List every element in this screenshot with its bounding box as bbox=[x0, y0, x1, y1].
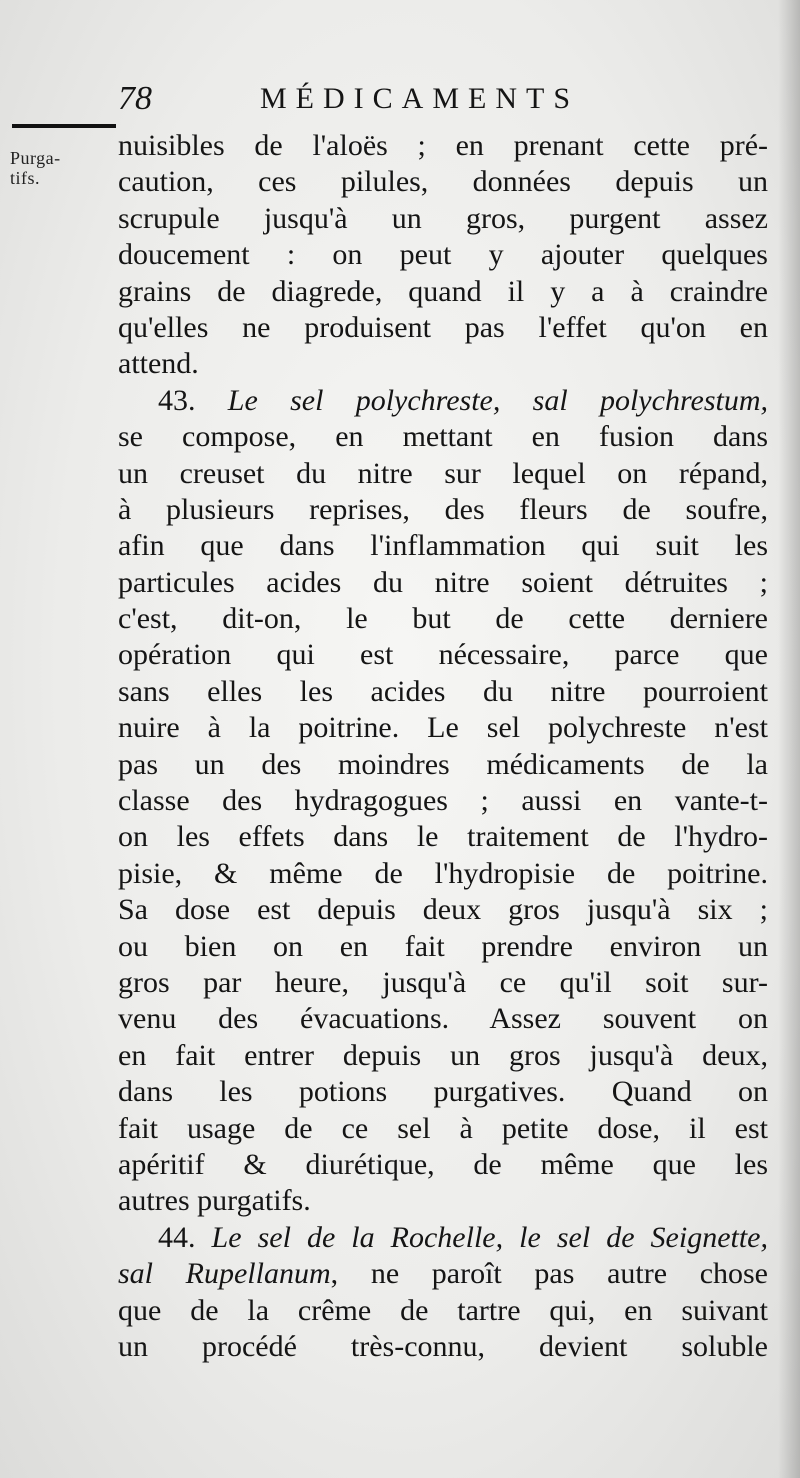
text-line: pisie, & même de l'hydropisie de poitrine. bbox=[118, 856, 768, 890]
margin-note-line: tifs. bbox=[10, 168, 41, 188]
page-header bbox=[118, 80, 768, 120]
text-line: en fait entrer depuis un gros jusqu'à deux, bbox=[118, 1038, 768, 1072]
text-line: venu des évacuations. Assez souvent on bbox=[118, 1002, 768, 1036]
paragraph-number: 43. bbox=[158, 383, 228, 417]
text-line: on les effets dans le traitement de l'hydro- bbox=[118, 820, 768, 854]
body-text bbox=[118, 128, 768, 1365]
text-line: un procédé très-connu, devient soluble bbox=[118, 1329, 768, 1363]
text-line: c'est, dit-on, le but de cette derniere bbox=[118, 602, 768, 636]
text-line: fait usage de ce sel à petite dose, il est bbox=[118, 1111, 768, 1145]
text-segment: , ne paroît pas autre chose bbox=[330, 1257, 768, 1291]
italic-term: sal Rupellanum bbox=[118, 1257, 331, 1291]
text-line: Sa dose est depuis deux gros jusqu'à six ; bbox=[118, 893, 768, 927]
text-line: particules acides du nitre soient détruites ; bbox=[118, 565, 768, 599]
text-line: opération qui est nécessaire, parce que bbox=[118, 638, 768, 672]
margin-rule bbox=[12, 124, 116, 128]
italic-term: Le sel de la Rochelle, le sel de Seignette, bbox=[211, 1220, 768, 1254]
text-line: sans elles les acides du nitre pourroient bbox=[118, 674, 768, 708]
text-line: se compose, en mettant en fusion dans bbox=[118, 420, 768, 454]
paragraph-43-start bbox=[118, 383, 768, 419]
margin-note-line: Purga- bbox=[10, 148, 61, 168]
text-line: attend. bbox=[118, 347, 199, 381]
text-line: nuisibles de l'aloës ; en prenant cette pré- bbox=[118, 129, 768, 162]
running-title: MÉDICAMENTS bbox=[260, 82, 580, 115]
text-line: un creuset du nitre sur lequel on répand, bbox=[118, 456, 768, 490]
text-line: scrupule jusqu'à un gros, purgent assez bbox=[118, 201, 768, 235]
page-number: 78 bbox=[118, 80, 152, 117]
text-line: gros par heure, jusqu'à ce qu'il soit sur- bbox=[118, 965, 768, 999]
page-edge-shadow bbox=[778, 0, 800, 1478]
text-line: pas un des moindres médicaments de la bbox=[118, 747, 768, 781]
text-line: qu'elles ne produisent pas l'effet qu'on en bbox=[118, 310, 768, 344]
text-line: afin que dans l'inflammation qui suit les bbox=[118, 529, 768, 563]
text-line: que de la crême de tartre qui, en suivant bbox=[118, 1293, 768, 1327]
paragraph-number: 44. bbox=[158, 1220, 212, 1254]
text-line: dans les potions purgatives. Quand on bbox=[118, 1075, 768, 1109]
text-line: doucement : on peut y ajouter quelques bbox=[118, 238, 768, 272]
text-line: apéritif & diurétique, de même que les bbox=[118, 1147, 768, 1181]
text-line: nuire à la poitrine. Le sel polychreste n'est bbox=[118, 711, 768, 745]
text-line: classe des hydragogues ; aussi en vante-t- bbox=[118, 784, 768, 818]
margin-note bbox=[10, 148, 102, 188]
text-line: caution, ces pilules, données depuis un bbox=[118, 165, 768, 199]
text-line: ou bien on en fait prendre environ un bbox=[118, 929, 768, 963]
paragraph-44-start bbox=[118, 1220, 768, 1256]
text-line-mixed bbox=[118, 1256, 768, 1292]
text-line: à plusieurs reprises, des fleurs de soufre, bbox=[118, 492, 768, 526]
text-line: grains de diagrede, quand il y a à craindre bbox=[118, 274, 768, 308]
italic-term: Le sel polychreste, sal polychrestum, bbox=[227, 383, 768, 417]
text-line: autres purgatifs. bbox=[118, 1184, 311, 1218]
